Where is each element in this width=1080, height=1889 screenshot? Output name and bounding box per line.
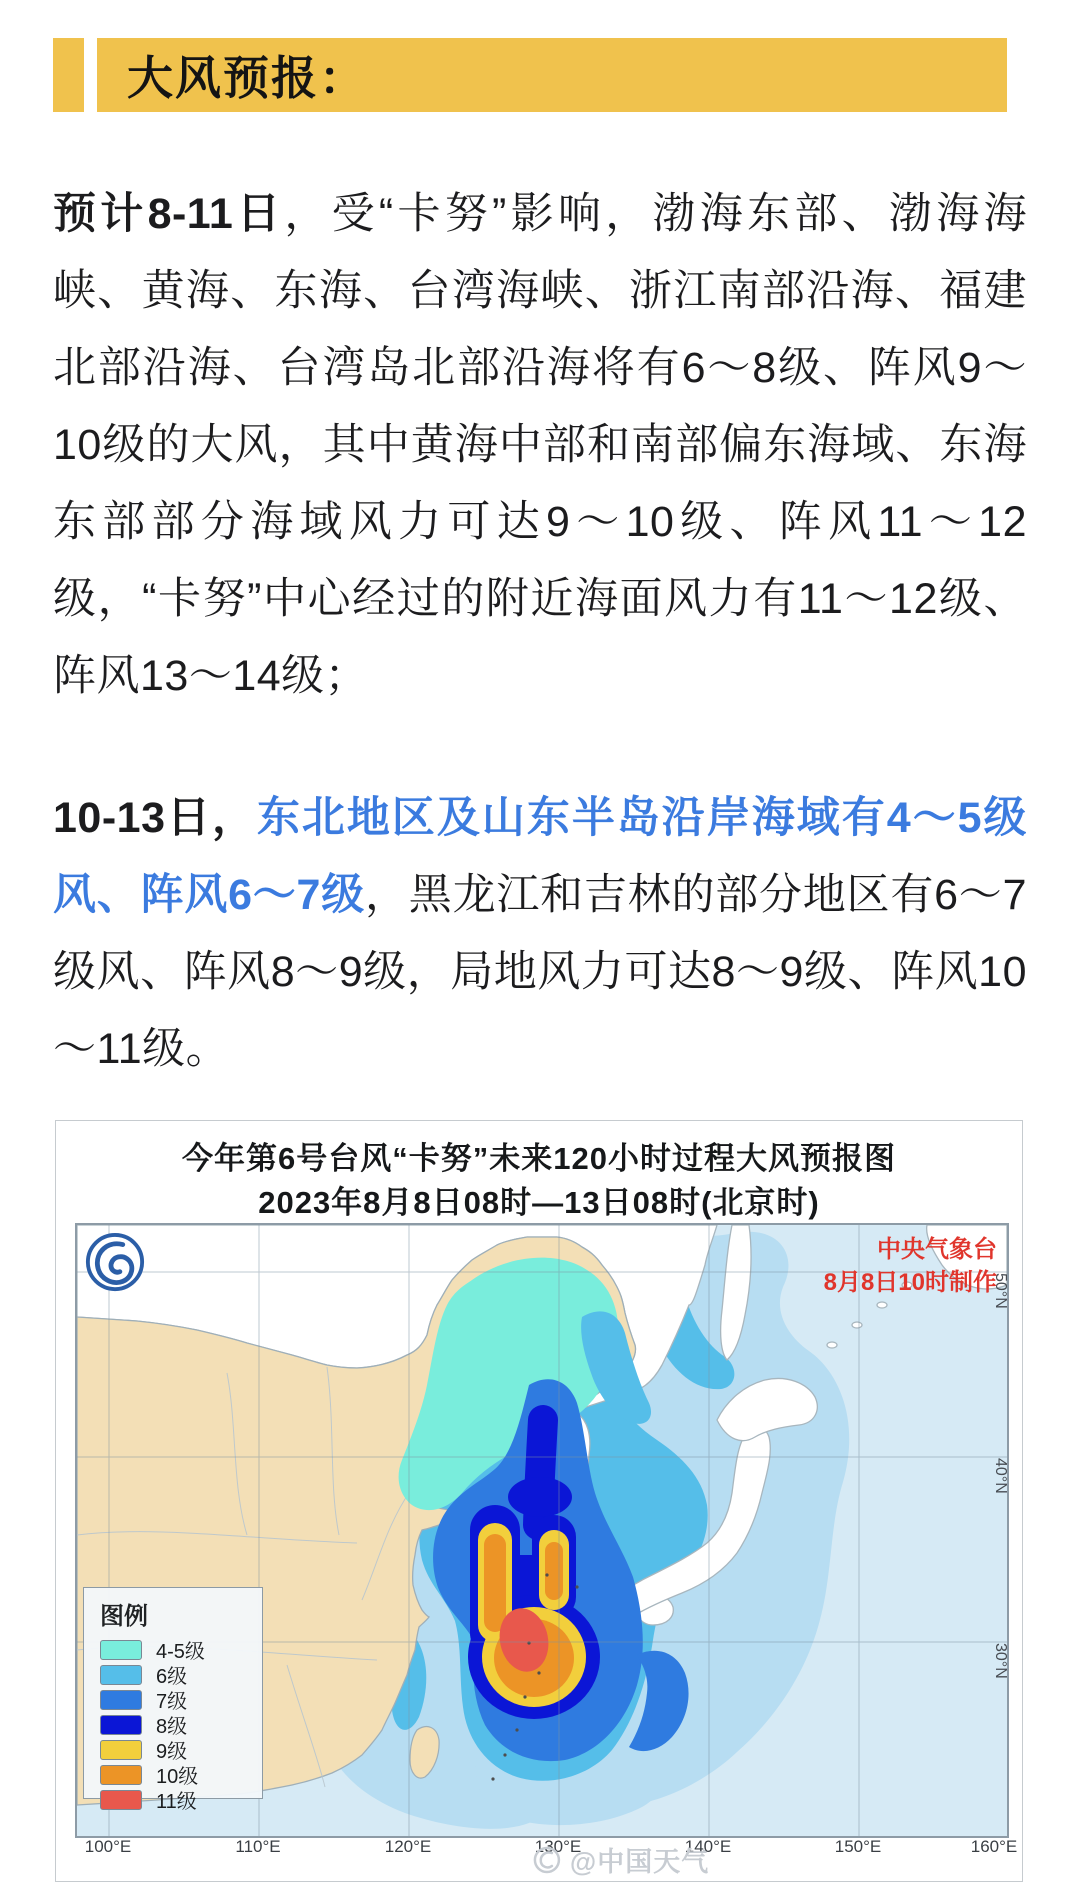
y-tick-40n: 40°N [992, 1458, 1009, 1494]
legend-label: 6级 [156, 1666, 188, 1688]
agency-issue-time: 8月8日10时制作 [823, 1269, 997, 1296]
paragraph1-lead: 预计8-11日 [53, 190, 285, 238]
header-accent-strip [53, 38, 84, 112]
weibo-weather-icon [532, 1845, 562, 1875]
legend-item [100, 1737, 262, 1762]
x-tick-130e: 130°E [534, 1837, 582, 1856]
paragraph2-lead: 10-13日， [53, 794, 257, 842]
legend-swatch-9 [100, 1740, 142, 1760]
legend-label: 9级 [156, 1741, 188, 1763]
legend-label: 11级 [156, 1791, 197, 1813]
map-title-line2: 2023年8月8日08时—13日08时(北京时) [258, 1185, 820, 1220]
legend-item [100, 1687, 262, 1712]
x-tick-140e: 140°E [684, 1837, 732, 1856]
legend-swatch-4-5 [100, 1640, 142, 1660]
x-tick-100e: 100°E [84, 1837, 132, 1856]
legend-item [100, 1662, 262, 1687]
legend-swatch-6 [100, 1665, 142, 1685]
paragraph1-body: ，受“卡努”影响，渤海东部、渤海海峡、黄海、东海、台湾海峡、浙江南部沿海、福建北部沿海、台湾岛北部沿海将有6～8级、阵风9～10级的大风，其中黄海中部和南部偏东海域、东海东部部分海域风力可达9～10级、阵风11～12级，“卡努”中心经过的附近海面风力有11～12级、阵风13～14级； [53, 190, 1027, 700]
watermark [532, 1840, 709, 1879]
x-tick-110e: 110°E [235, 1837, 281, 1856]
section-header [97, 38, 1007, 112]
forecast-paragraph-2 [53, 780, 1027, 1088]
agency-name: 中央气象台 [877, 1236, 997, 1263]
x-tick-160e: 160°E [970, 1837, 1018, 1856]
watermark-text: @中国天气 [569, 1847, 710, 1877]
agency-credit [824, 1233, 997, 1299]
legend-item [100, 1787, 262, 1812]
map-title-line1: 今年第6号台风“卡努”未来120小时过程大风预报图 [182, 1141, 896, 1176]
forecast-map-figure [55, 1120, 1023, 1882]
y-tick-30n: 30°N [992, 1643, 1009, 1679]
legend-label: 4-5级 [156, 1641, 205, 1663]
x-tick-120e: 120°E [384, 1837, 432, 1856]
legend-swatch-7 [100, 1690, 142, 1710]
legend-swatch-11 [100, 1790, 142, 1810]
legend-item [100, 1637, 262, 1662]
forecast-paragraph-1 [53, 176, 1027, 715]
legend-title: 图例 [100, 1603, 148, 1630]
section-title: 大风预报： [127, 52, 367, 104]
legend-label: 8级 [156, 1716, 188, 1738]
paragraph2-body: ，黑龙江和吉林的部分地区有6～7级风、阵风8～9级，局地风力可达8～9级、阵风10～11级。 [53, 871, 1027, 1073]
map-canvas [75, 1223, 1009, 1838]
legend-item [100, 1712, 262, 1737]
cma-logo-icon [84, 1231, 146, 1293]
legend-item [100, 1762, 262, 1787]
legend-label: 10级 [156, 1766, 199, 1788]
legend-swatch-10 [100, 1765, 142, 1785]
map-legend [83, 1587, 263, 1813]
x-tick-150e: 150°E [834, 1837, 882, 1856]
legend-swatch-8 [100, 1715, 142, 1735]
y-tick-50n: 50°N [992, 1273, 1009, 1309]
legend-label: 7级 [156, 1691, 188, 1713]
paragraph2-highlight: 东北地区及山东半岛沿岸海域有4～5级风、阵风6～7级 [53, 794, 1027, 919]
